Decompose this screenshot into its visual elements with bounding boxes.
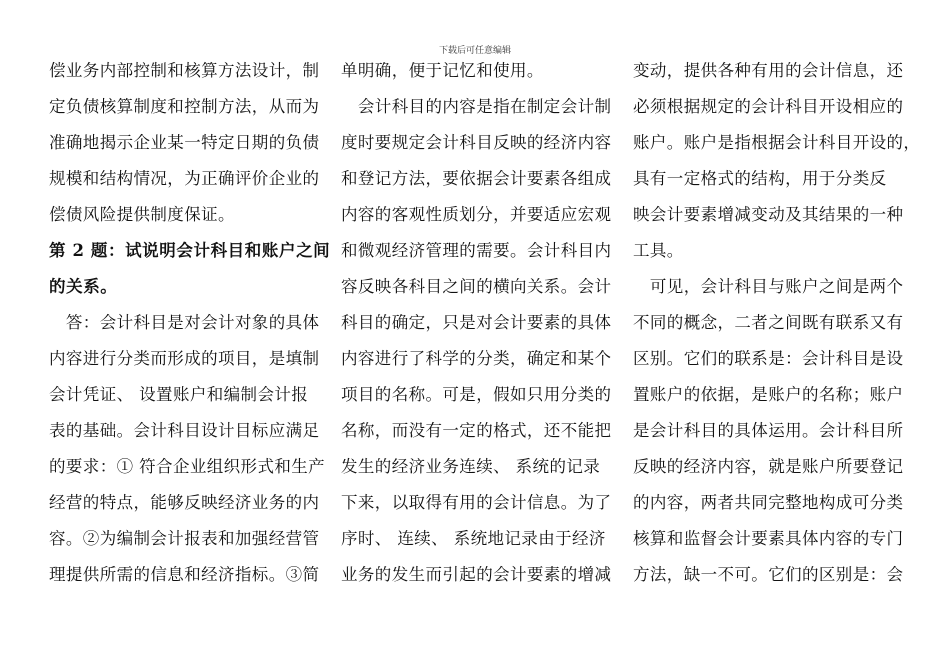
body-text-line: 发生的经济业务连续、 系统的记录 (341, 457, 601, 476)
body-text-line: 科目的确定，只是对会计要素的具体 (341, 313, 612, 332)
body-text-line: 经营的特点，能够反映经济业务的内 (49, 493, 320, 512)
body-text-line: 序时、 连续、 系统地记录由于经济 (341, 529, 606, 548)
question-heading-line: 的关系。 (49, 277, 118, 296)
body-text-line: 置账户的依据，是账户的名称；账户 (633, 385, 904, 404)
body-text-line: 区别。它们的联系是：会计科目是设 (633, 349, 904, 368)
body-text-line: 下来，以取得有用的会计信息。为了 (341, 493, 612, 512)
body-text-line: 内容进行了科学的分类，确定和某个 (341, 349, 612, 368)
body-text-line: 会计科目的内容是指在制定会计制 (341, 97, 612, 116)
text-column-middle (341, 53, 613, 593)
body-text-line: 会计凭证、 设置账户和编制会计报 (49, 385, 309, 404)
body-text-line: 的内容，两者共同完整地构成可分类 (633, 493, 904, 512)
body-text-line: 定负债核算制度和控制方法，从而为 (49, 97, 320, 116)
body-text-line: 不同的概念，二者之间既有联系又有 (633, 313, 904, 332)
body-text-line: 可见，会计科目与账户之间是两个 (633, 277, 904, 296)
body-text-line: 必须根据规定的会计科目开设相应的 (633, 97, 904, 116)
text-column-left (49, 53, 331, 593)
body-text-line: 具有一定格式的结构，用于分类反 (633, 169, 887, 188)
body-text-line: 映会计要素增减变动及其结果的一种 (633, 205, 904, 224)
text-column-right (633, 53, 921, 593)
body-text-line: 答：会计科目是对会计对象的具体 (49, 313, 320, 332)
body-text-line: 账户。账户是指根据会计科目开设的， (633, 133, 921, 152)
body-text-line: 业务的发生而引起的会计要素的增减 (341, 565, 612, 584)
body-text-line: 容反映各科目之间的横向关系。会计 (341, 277, 612, 296)
body-text-line: 偿债风险提供制度保证。 (49, 205, 235, 224)
body-text-line: 表的基础。会计科目设计目标应满足 (49, 421, 320, 440)
body-text-line: 单明确，便于记忆和使用。 (341, 61, 544, 80)
body-text-line: 和登记方法，要依据会计要素各组成 (341, 169, 612, 188)
body-text-line: 规模和结构情况，为正确评价企业的 (49, 169, 320, 188)
body-text-line: 核算和监督会计要素具体内容的专门 (633, 529, 904, 548)
body-text-line: 变动，提供各种有用的会计信息，还 (633, 61, 904, 80)
body-text-line: 反映的经济内容，就是账户所要登记 (633, 457, 904, 476)
body-text-line: 方法，缺一不可。它们的区别是：会 (633, 565, 904, 584)
body-text-line: 内容进行分类而形成的项目，是填制 (49, 349, 320, 368)
body-text-line: 和微观经济管理的需要。会计科目内 (341, 241, 612, 260)
question-heading-line: 第 2 题：试说明会计科目和账户之间 (49, 241, 331, 260)
body-text-line: 是会计科目的具体运用。会计科目所 (633, 421, 904, 440)
body-text-line: 项目的名称。可是，假如只用分类的 (341, 385, 612, 404)
body-text-line: 的要求：① 符合企业组织形式和生产 (49, 457, 326, 476)
body-text-line: 度时要规定会计科目反映的经济内容 (341, 133, 612, 152)
body-text-line: 准确地揭示企业某一特定日期的负债 (49, 133, 320, 152)
body-text-line: 工具。 (633, 241, 684, 260)
body-text-line: 偿业务内部控制和核算方法设计，制 (49, 61, 320, 80)
body-text-line: 容。②为编制会计报表和加强经营管 (49, 529, 320, 548)
page-header-note: 下载后可任意编辑 (438, 46, 511, 56)
body-text-line: 名称，而没有一定的格式，还不能把 (341, 421, 612, 440)
body-text-line: 理提供所需的信息和经济指标。③简 (49, 565, 320, 584)
body-text-line: 内容的客观性质划分，并要适应宏观 (341, 205, 612, 224)
